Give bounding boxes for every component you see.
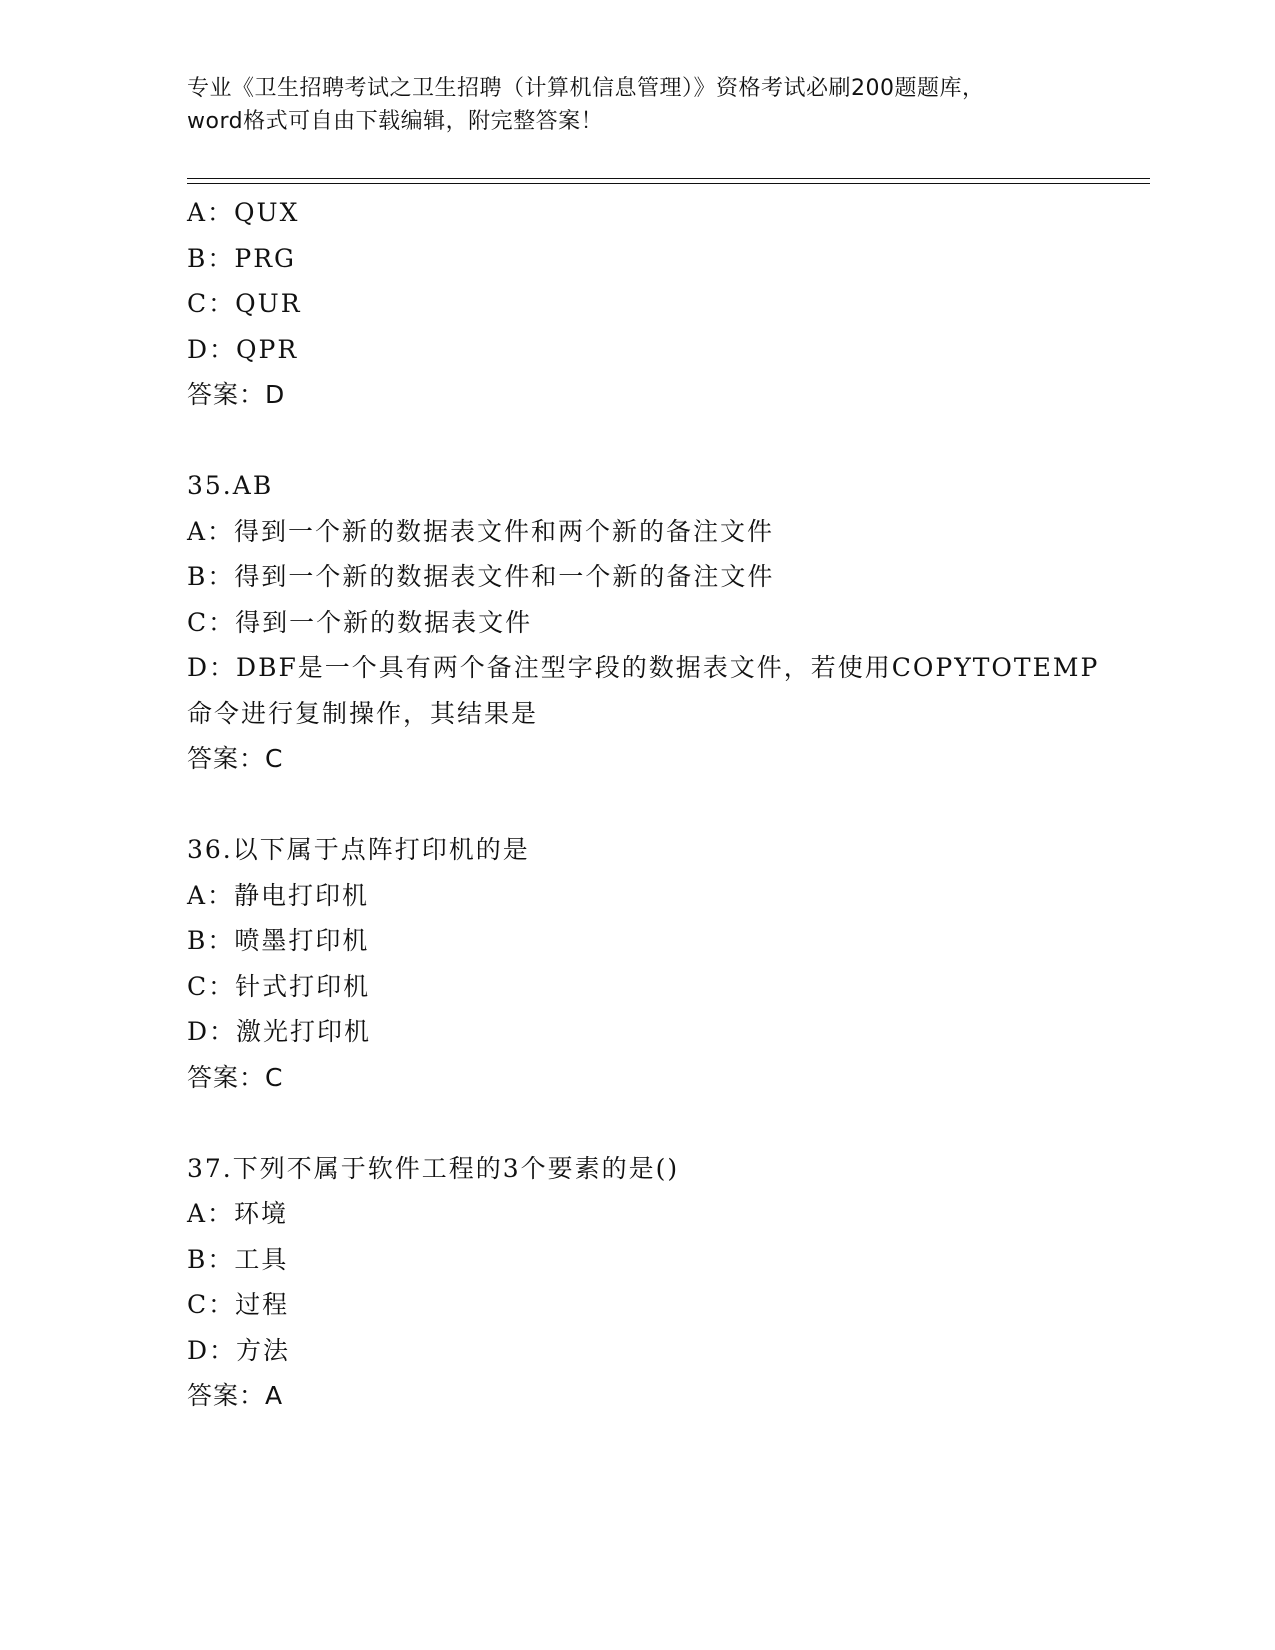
- question-text: 37.下列不属于软件工程的3个要素的是(): [187, 1153, 680, 1183]
- answer-line: 答案：A: [187, 1381, 284, 1410]
- option-b: B：得到一个新的数据表文件和一个新的备注文件: [187, 562, 775, 591]
- block-spacer: [187, 1100, 1147, 1146]
- option-d: D：QPR: [187, 334, 299, 364]
- option-c: C：QUR: [187, 289, 302, 318]
- header-divider-bottom: [187, 183, 1150, 184]
- option-c: C：得到一个新的数据表文件: [187, 607, 533, 637]
- answer-line: 答案：C: [187, 744, 284, 773]
- option-d-continued: 命令进行复制操作，其结果是: [187, 698, 539, 728]
- option-b: B：PRG: [187, 243, 296, 273]
- question-text: 35.AB: [187, 471, 274, 500]
- answer-line: 答案：D: [187, 380, 286, 409]
- question-list: [187, 190, 1147, 1419]
- block-spacer: [187, 418, 1147, 464]
- option-b: B：工具: [187, 1244, 289, 1274]
- block-spacer: [187, 782, 1147, 828]
- option-b: B：喷墨打印机: [187, 926, 370, 955]
- header-divider-top: [187, 178, 1150, 179]
- question-block: [187, 1146, 1147, 1419]
- option-a: A：QUX: [187, 198, 300, 227]
- question-block: [187, 190, 1147, 418]
- question-block: [187, 827, 1147, 1100]
- document-header: [187, 72, 1087, 138]
- option-d: D：方法: [187, 1335, 291, 1365]
- option-c: C：针式打印机: [187, 971, 371, 1001]
- question-text: 36.以下属于点阵打印机的是: [187, 835, 530, 864]
- question-block: [187, 463, 1147, 782]
- option-c: C：过程: [187, 1290, 290, 1319]
- option-d: D：激光打印机: [187, 1017, 372, 1046]
- option-a: A：环境: [187, 1199, 289, 1228]
- option-a: A：得到一个新的数据表文件和两个新的备注文件: [187, 516, 775, 546]
- option-a: A：静电打印机: [187, 880, 370, 910]
- header-line-2: word格式可自由下载编辑，附完整答案！: [187, 109, 604, 134]
- answer-line: 答案：C: [187, 1062, 284, 1092]
- header-line-1: 专业《卫生招聘考试之卫生招聘（计算机信息管理）》资格考试必刷200题题库，: [187, 76, 985, 101]
- option-d: D：DBF是一个具有两个备注型字段的数据表文件，若使用COPYTOTEMP: [187, 653, 1100, 682]
